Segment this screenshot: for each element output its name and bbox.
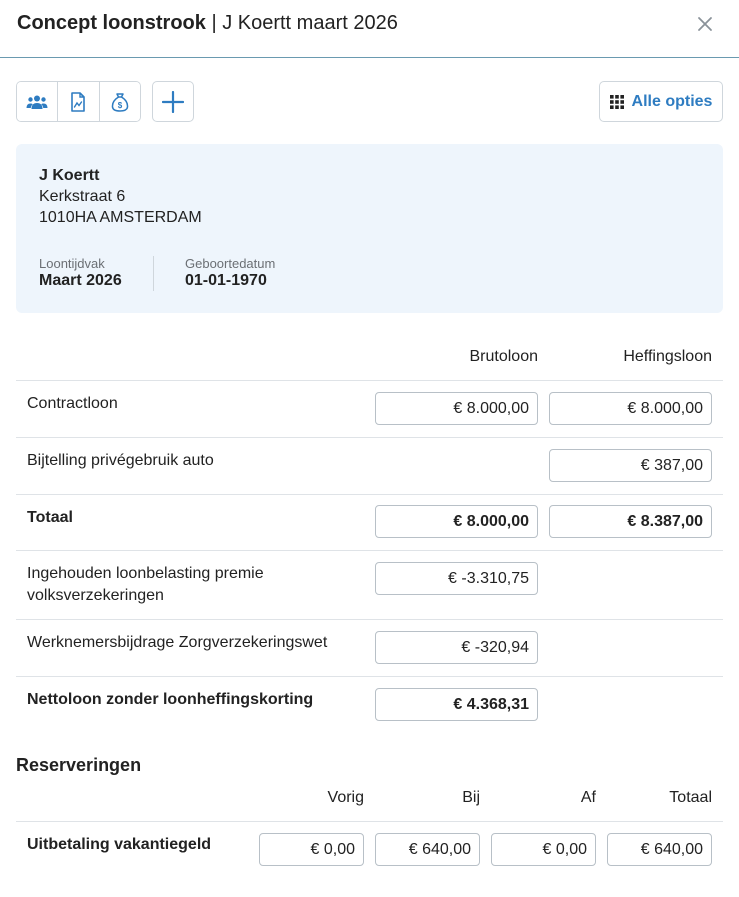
page-title [17, 12, 398, 35]
dialog-header [0, 0, 739, 58]
payslip-document-button[interactable] [58, 82, 99, 121]
employee-name: J Koertt [39, 167, 100, 184]
grid-icon [610, 95, 624, 109]
money-bag-button[interactable] [100, 82, 140, 121]
row-label-totaal: Totaal [27, 509, 73, 526]
page-title-bold: Concept loonstrook [17, 12, 206, 34]
contractloon-bruto-field[interactable]: € 8.000,00 [375, 392, 538, 425]
meta-divider [153, 256, 154, 291]
money-bag-icon [110, 92, 130, 112]
row-divider [16, 619, 723, 620]
period-value: Maart 2026 [39, 272, 122, 289]
column-header-vorig: Vorig [327, 789, 364, 806]
row-divider [16, 437, 723, 438]
plus-icon [162, 91, 184, 113]
period-label: Loontijdvak [39, 256, 105, 271]
row-label-bijtelling: Bijtelling privégebruik auto [27, 452, 214, 469]
page-title-rest: | J Koertt maart 2026 [205, 12, 398, 34]
totaal-heffing-field[interactable]: € 8.387,00 [549, 505, 712, 538]
zvw-bruto-field[interactable]: € -320,94 [375, 631, 538, 664]
contractloon-heffing-field[interactable]: € 8.000,00 [549, 392, 712, 425]
add-button[interactable] [152, 81, 194, 122]
row-label-loonbelasting [27, 563, 264, 607]
row-divider [16, 380, 723, 381]
column-header-totaal: Totaal [669, 789, 712, 806]
column-header-af: Af [580, 789, 596, 806]
birthdate-label: Geboortedatum [185, 256, 276, 271]
document-chart-icon [70, 92, 86, 112]
reserveringen-title: Reserveringen [16, 755, 142, 775]
row-label-loonbelasting-line1: Ingehouden loonbelasting premie [27, 565, 264, 582]
totaal-bruto-field[interactable]: € 8.000,00 [375, 505, 538, 538]
column-header-heffingsloon: Heffingsloon [623, 348, 712, 365]
employee-card [16, 144, 723, 313]
row-divider [16, 676, 723, 677]
users-icon [26, 94, 48, 110]
vakantiegeld-af-field[interactable]: € 0,00 [491, 833, 596, 866]
vakantiegeld-vorig-field[interactable]: € 0,00 [259, 833, 364, 866]
all-options-button[interactable] [599, 81, 723, 122]
nettoloon-bruto-field[interactable]: € 4.368,31 [375, 688, 538, 721]
row-label-loonbelasting-line2: volksverzekeringen [27, 587, 164, 604]
row-divider [16, 550, 723, 551]
row-label-nettoloon: Nettoloon zonder loonheffingskorting [27, 691, 314, 708]
svg-text:$: $ [117, 100, 123, 110]
employees-button[interactable] [17, 82, 58, 121]
employee-street: Kerkstraat 6 [39, 188, 126, 205]
row-label-contractloon: Contractloon [27, 395, 118, 412]
vakantiegeld-totaal-field[interactable]: € 640,00 [607, 833, 712, 866]
row-label-zvw: Werknemersbijdrage Zorgverzekeringswet [27, 634, 328, 651]
close-icon[interactable] [694, 13, 716, 35]
bijtelling-heffing-field[interactable]: € 387,00 [549, 449, 712, 482]
employee-city: 1010HA AMSTERDAM [39, 209, 202, 226]
row-divider [16, 821, 723, 822]
row-label-vakantiegeld: Uitbetaling vakantiegeld [27, 836, 212, 853]
loonbelasting-bruto-field[interactable]: € -3.310,75 [375, 562, 538, 595]
row-divider [16, 494, 723, 495]
column-header-brutoloon: Brutoloon [469, 348, 538, 365]
all-options-label: Alle opties [631, 92, 713, 110]
toolbar-button-group [16, 81, 141, 122]
vakantiegeld-bij-field[interactable]: € 640,00 [375, 833, 480, 866]
column-header-bij: Bij [462, 789, 480, 806]
birthdate-value: 01-01-1970 [185, 272, 267, 289]
